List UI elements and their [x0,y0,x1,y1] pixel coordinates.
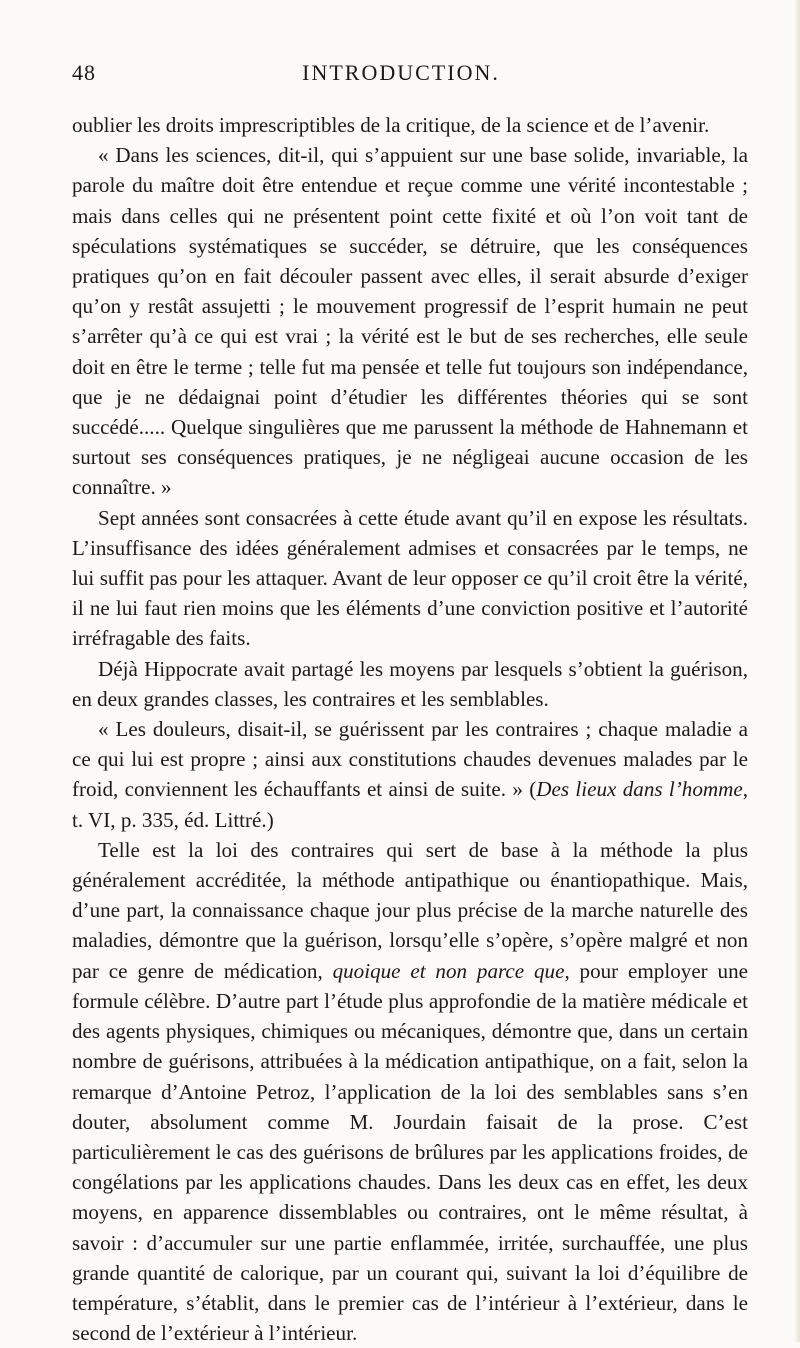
italic-phrase: quoique et non parce que [332,958,565,983]
paragraph-2 [72,140,748,502]
page-number: 48 [72,60,96,85]
paragraph-text: Sept années sont consacrées à cette étude avant qu’il en expose les résultats. L’insuffisance des idées généralement admises et consacrées par le temps, ne lui suffit pas pour les attaquer. Avant de leur opposer ce qu’il croit être la vérité, il ne lui faut rien moins que les éléments d’une conviction positive et l’autorité irréfragable des faits. [72,505,748,651]
paragraph-text-continued: , pour employer une formule célèbre. D’autre part l’étude plus approfondie de la matière médicale et des agents physiques, chimiques ou mécaniques, démontre que, dans un certain nombre de guérisons, attribuées à la médication antipathique, on a fait, selon la remarque d’Antoine Petroz, l’application de la loi des semblables sans s’en douter, absolument comme M. Jourdain faisait de la prose. C’est particulièrement le cas des guérisons de brûlures par les applications froides, de congélations par les applications chaudes. Dans les deux cas en effet, les deux moyens, en apparence dissemblables ou contraires, ont le même résultat, à savoir : d’accumuler sur une partie enflammée, irritée, surchauffée, une plus grande quantité de calorique, par un courant qui, suivant la loi d’équilibre de température, s’établit, dans le premier cas de l’intérieur à l’extérieur, dans le second de l’extérieur à l’intérieur. [72,958,748,1346]
running-title: INTRODUCTION. [302,60,500,85]
paragraph-text: Telle est la loi des contraires qui sert de base à la méthode la plus généralement accréditée, la méthode antipathique ou énantiopathique. Mais, d’une part, la connaissance chaque jour plus précise de la marche naturelle des maladies, démontre que la guérison, lorsqu’elle s’opère, s’opère malgré et non par ce genre de médication, [72,837,748,983]
book-page [72,60,748,1348]
paragraph-3 [72,503,748,654]
paragraph-6 [72,835,748,1348]
body-text [72,110,748,1348]
citation-title: Des lieux dans l’homme [536,777,743,802]
page-header [72,60,748,92]
page-edge-shadow [794,0,800,1342]
paragraph-text: oublier les droits imprescriptibles de la critique, de la science et de l’avenir. [72,113,710,137]
paragraph-text: Déjà Hippocrate avait partagé les moyens par lesquels s’obtient la guérison, en deux grandes classes, les contraires et les semblables. [72,656,748,711]
citation-reference: , t. VI, p. 335, éd. Littré.) [72,777,748,832]
paragraph-4 [72,654,748,714]
paragraph-1 [72,110,748,140]
paragraph-text: « Dans les sciences, dit-il, qui s’appuient sur une base solide, invariable, la parole du maître doit être entendue et reçue comme une vérité incontestable ; mais dans celles qui ne présentent point cette fixité et où l’on voit tant de spéculations systématiques se succéder, se détruire, que les conséquences pratiques qu’on en fait découler passent avec elles, il serait absurde d’exiger qu’on y restât assujetti ; le mouvement progressif de l’esprit humain ne peut s’arrêter qu’à ce qui est vrai ; la vérité est le but de ses recherches, elle seule doit en être le terme ; telle fut ma pensée et telle fut toujours son indépendance, que je ne dédaignai point d’étudier les différentes théories qui se sont succédé..... Quelque singulières que me parussent la méthode de Hahnemann et surtout ses conséquences pratiques, je ne négligeai aucune occasion de les connaître. » [72,143,748,500]
paragraph-5 [72,714,748,835]
paragraph-text: « Les douleurs, disait-il, se guérissent par les contraires ; chaque maladie a ce qui lui est propre ; ainsi aux constitutions chaudes devenues malades par le froid, conviennent les échauffants et ainsi de suite. » ( [72,717,748,802]
